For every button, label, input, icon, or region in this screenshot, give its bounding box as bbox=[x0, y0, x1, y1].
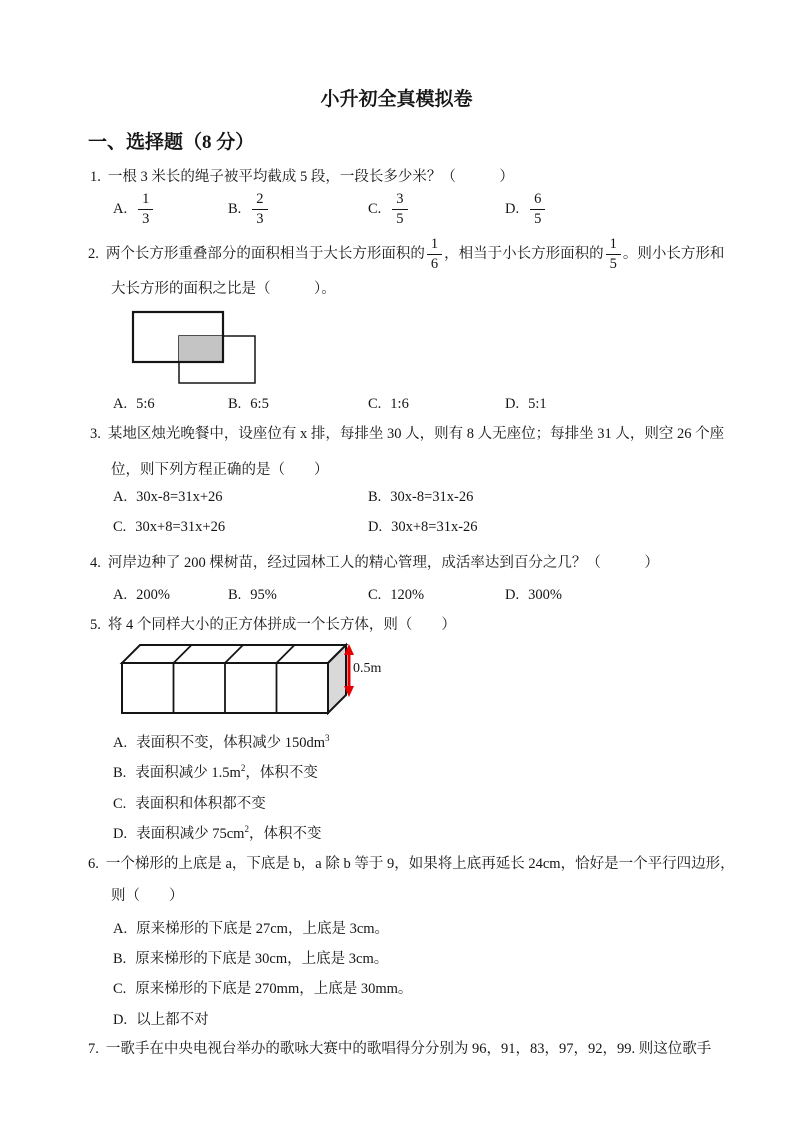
option-text bbox=[136, 735, 329, 751]
question-number: 4. bbox=[90, 555, 101, 571]
fraction-numerator: 1 bbox=[609, 236, 617, 253]
option-text: 6:5 bbox=[250, 396, 269, 412]
option-c bbox=[368, 190, 410, 229]
option-c bbox=[368, 396, 409, 413]
page-title: 小升初全真模拟卷 bbox=[320, 89, 473, 110]
fraction-numerator: 3 bbox=[396, 191, 404, 207]
option-text-pre: 表面积不变，体积减少 150dm bbox=[136, 735, 326, 751]
question-text: 一歌手在中央电视台举办的歌咏大赛中的歌唱得分分别为 96，91，83，97，92，99. 则这位歌手 bbox=[105, 1041, 712, 1057]
question-number: 1. bbox=[90, 169, 101, 185]
option-text: 5:1 bbox=[528, 396, 547, 412]
question-text: 某地区烛光晚餐中，设座位有 x 排，每排坐 30 人，则有 8 人无座位；每排坐 31 人，则空 26 个座 bbox=[107, 426, 725, 442]
option-text bbox=[136, 826, 321, 842]
option-label: A. bbox=[113, 587, 128, 603]
option-a bbox=[113, 190, 155, 229]
option-b bbox=[113, 761, 318, 782]
option-label: B. bbox=[228, 396, 242, 412]
fraction-numerator: 1 bbox=[142, 191, 150, 207]
option-d bbox=[368, 519, 478, 536]
option-label: D. bbox=[113, 826, 128, 842]
question-text: 一根 3 米长的绳子被平均截成 5 段，一段长多少米？（ ） bbox=[107, 169, 514, 185]
option-text: 1:6 bbox=[390, 396, 409, 412]
option-text: 以上都不对 bbox=[136, 1012, 209, 1028]
question-number: 6. bbox=[88, 856, 99, 872]
option-text: 原来梯形的下底是 30cm，上底是 3cm。 bbox=[135, 951, 389, 967]
question-3 bbox=[90, 425, 724, 443]
question-text: 两个长方形重叠部分的面积相当于大长方形面积的 bbox=[105, 246, 425, 262]
option-text-pre: 表面积减少 75cm bbox=[136, 826, 245, 842]
overlap-region bbox=[179, 336, 223, 362]
question-3-line2: 位，则下列方程正确的是（ ） bbox=[111, 462, 329, 478]
option-d bbox=[113, 1008, 209, 1029]
fraction-denominator: 6 bbox=[427, 254, 442, 274]
option-d bbox=[505, 396, 547, 413]
fraction-denominator: 3 bbox=[138, 209, 153, 229]
option-text: 30x+8=31x+26 bbox=[135, 519, 226, 535]
option-text: 原来梯形的下底是 270mm，上底是 30mm。 bbox=[135, 981, 413, 997]
option-b bbox=[228, 396, 269, 413]
option-c bbox=[113, 519, 225, 536]
fraction bbox=[252, 190, 267, 229]
option-label: B. bbox=[113, 765, 127, 781]
option-label: A. bbox=[113, 489, 128, 505]
option-text bbox=[135, 796, 266, 812]
option-label: B. bbox=[228, 200, 242, 217]
option-a bbox=[113, 396, 155, 413]
question-text: 一个梯形的上底是 a，下底是 b，a 除 b 等于 9，如果将上底再延长 24cm，恰好是一个平行四边形， bbox=[105, 856, 735, 872]
question-1 bbox=[90, 168, 514, 186]
option-b bbox=[228, 587, 277, 604]
option-text-post: ，体积不变 bbox=[248, 826, 322, 842]
option-d bbox=[505, 587, 562, 604]
question-7 bbox=[88, 1040, 711, 1058]
option-c bbox=[113, 792, 266, 813]
option-label: D. bbox=[505, 396, 520, 412]
option-text bbox=[135, 765, 318, 781]
question-text: 将 4 个同样大小的正方体拼成一个长方体，则（ ） bbox=[107, 617, 456, 633]
option-text: 200% bbox=[136, 587, 170, 603]
option-label: D. bbox=[113, 1012, 128, 1028]
option-label: C. bbox=[113, 519, 127, 535]
option-label: B. bbox=[113, 951, 127, 967]
question-5 bbox=[90, 616, 456, 634]
question-6 bbox=[88, 855, 735, 873]
option-text: 120% bbox=[390, 587, 425, 603]
option-text-post: ，体积不变 bbox=[245, 765, 318, 781]
cuboid-diagram bbox=[108, 640, 368, 722]
option-label: C. bbox=[368, 396, 382, 412]
option-text: 95% bbox=[250, 587, 277, 603]
option-c bbox=[113, 977, 412, 998]
option-b bbox=[113, 947, 388, 968]
option-label: D. bbox=[368, 519, 383, 535]
fraction-denominator: 3 bbox=[252, 209, 267, 229]
unit-exponent: 3 bbox=[325, 733, 330, 744]
height-dimension-label: 0.5m bbox=[353, 661, 382, 676]
option-a bbox=[113, 917, 389, 938]
question-text: 河岸边种了 200 棵树苗，经过园林工人的精心管理，成活率达到百分之几？（ ） bbox=[107, 555, 659, 571]
option-d bbox=[113, 822, 321, 843]
fraction-numerator: 6 bbox=[534, 191, 542, 207]
option-label: C. bbox=[368, 200, 382, 217]
fraction bbox=[392, 190, 407, 229]
option-a bbox=[113, 489, 223, 506]
question-text: 。则小长方形和 bbox=[622, 246, 725, 262]
fraction bbox=[138, 190, 153, 229]
fraction bbox=[427, 235, 442, 274]
unit-exponent: 2 bbox=[240, 763, 246, 774]
option-label: B. bbox=[368, 489, 382, 505]
fraction-denominator: 5 bbox=[392, 209, 407, 229]
section-heading: 一、选择题（8 分） bbox=[88, 132, 255, 153]
option-c bbox=[368, 587, 424, 604]
fraction bbox=[606, 235, 621, 274]
option-label: A. bbox=[113, 921, 128, 937]
option-d bbox=[505, 190, 547, 229]
question-number: 5. bbox=[90, 617, 101, 633]
fraction-denominator: 5 bbox=[606, 254, 621, 274]
fraction-denominator: 5 bbox=[530, 209, 545, 229]
option-label: A. bbox=[113, 200, 128, 217]
option-label: D. bbox=[505, 587, 520, 603]
option-label: B. bbox=[228, 587, 242, 603]
question-2 bbox=[88, 234, 724, 274]
unit-exponent: 2 bbox=[244, 824, 249, 835]
option-label: C. bbox=[113, 796, 127, 812]
option-text: 5:6 bbox=[136, 396, 155, 412]
option-text: 30x-8=31x+26 bbox=[136, 489, 223, 505]
option-label: C. bbox=[368, 587, 382, 603]
option-label: A. bbox=[113, 735, 128, 751]
option-text: 原来梯形的下底是 27cm，上底是 3cm。 bbox=[136, 921, 390, 937]
question-number: 7. bbox=[88, 1041, 99, 1057]
option-text: 30x-8=31x-26 bbox=[390, 489, 474, 505]
option-a bbox=[113, 731, 330, 752]
question-4 bbox=[90, 554, 659, 572]
option-text: 300% bbox=[528, 587, 562, 603]
option-label: A. bbox=[113, 396, 128, 412]
option-text-pre: 表面积和体积都不变 bbox=[135, 796, 266, 812]
option-a bbox=[113, 587, 170, 604]
question-text: ，相当于小长方形面积的 bbox=[444, 246, 604, 262]
option-label: C. bbox=[113, 981, 127, 997]
option-label: D. bbox=[505, 200, 520, 217]
question-6-line2: 则（ ） bbox=[111, 888, 184, 904]
option-text: 30x+8=31x-26 bbox=[391, 519, 478, 535]
option-text-pre: 表面积减少 1.5m bbox=[135, 765, 241, 781]
question-number: 2. bbox=[88, 246, 99, 262]
overlapping-rectangles-diagram bbox=[125, 306, 265, 391]
fraction-numerator: 1 bbox=[430, 236, 439, 253]
question-number: 3. bbox=[90, 426, 101, 442]
fraction-numerator: 2 bbox=[256, 191, 264, 207]
fraction bbox=[530, 190, 545, 229]
option-b bbox=[368, 489, 473, 506]
question-2-line2: 大长方形的面积之比是（ ）。 bbox=[111, 281, 336, 297]
option-b bbox=[228, 190, 270, 229]
